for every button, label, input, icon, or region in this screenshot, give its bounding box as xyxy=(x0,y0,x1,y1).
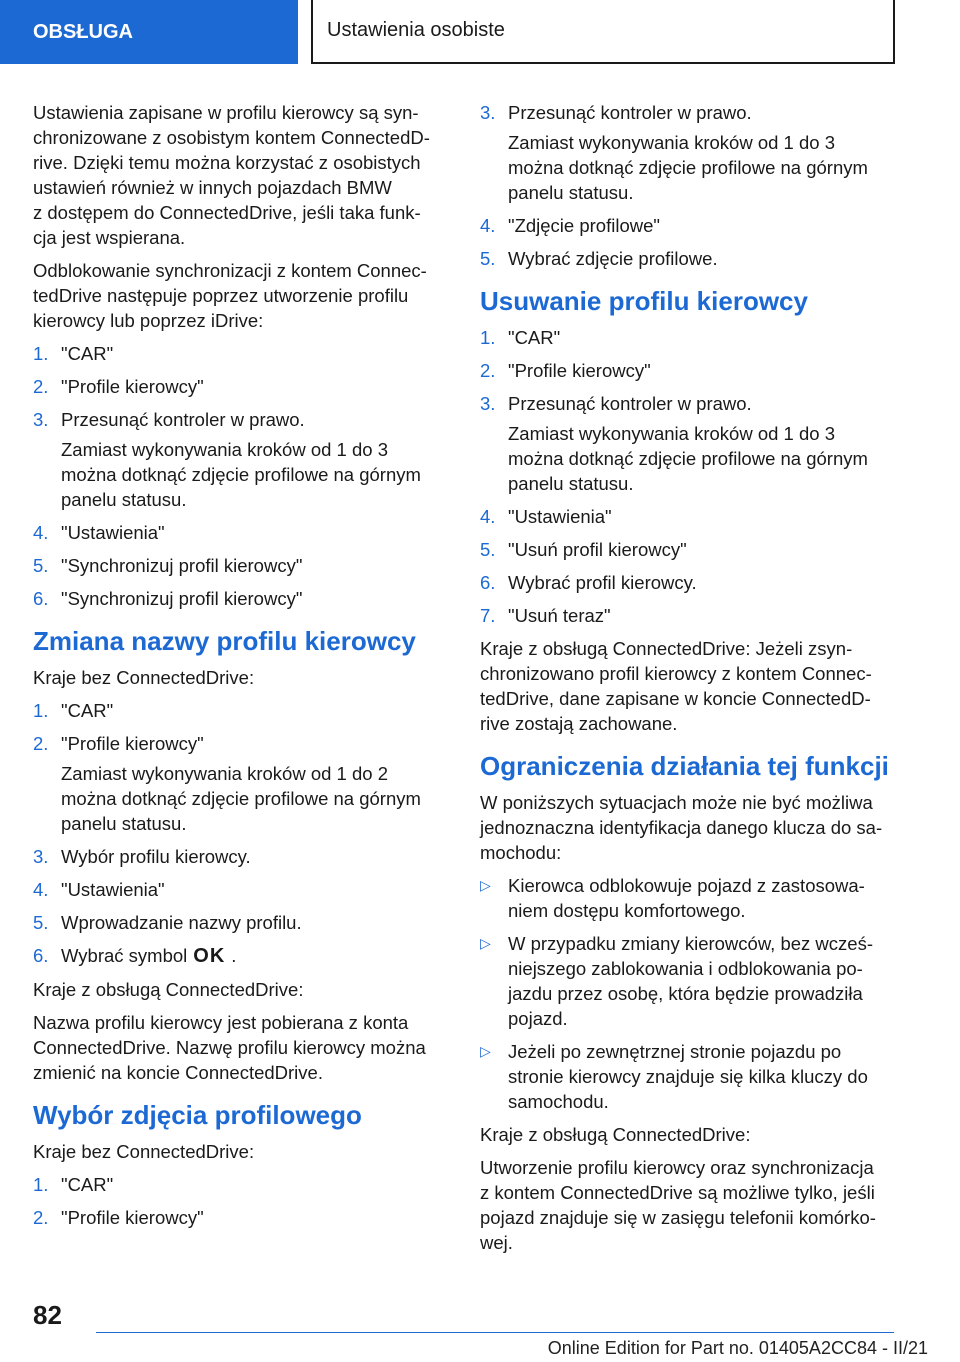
page-number: 82 xyxy=(33,1300,62,1330)
right-column xyxy=(480,100,894,1263)
bullet-item: ▷ W przypadku zmiany kierowców, bez wcześ- niejszego zablokowania i odblokowania po- jazdu przez osobę, która będzie prowadziła pojazd. xyxy=(480,933,873,1029)
list-item: 4. "Ustawienia" xyxy=(480,506,612,527)
heading-delete-profile: Usuwanie profilu kierowcy xyxy=(480,286,808,316)
paragraph: Kraje bez ConnectedDrive: xyxy=(33,667,255,688)
step-note: Zamiast wykonywania kroków od 1 do 3 można dotknąć zdjęcie profilowe na górnym panelu statusu. xyxy=(508,132,868,203)
step-note: Zamiast wykonywania kroków od 1 do 3 można dotknąć zdjęcie profilowe na górnym panelu statusu. xyxy=(508,423,868,494)
bullet-item: ▷ Jeżeli po zewnętrznej stronie pojazdu po stronie kierowcy znajduje się kilka kluczy do samochodu. xyxy=(480,1041,868,1112)
paragraph: Kraje z obsługą ConnectedDrive: Jeżeli zsyn- chronizowano profil kierowcy z kontem Connec- tedDrive, dane zapisane w koncie ConnectedD- rive zostają zachowane. xyxy=(480,638,872,734)
footer-edition: Online Edition for Part no. 01405A2CC84 - II/21 xyxy=(547,1338,928,1358)
bullet-item: ▷ Kierowca odblokowuje pojazd z zastosowa- niem dostępu komfortowego. xyxy=(480,875,865,921)
list-item: 1. "CAR" xyxy=(33,343,114,364)
sync-paragraph: Odblokowanie synchronizacji z kontem Connec- tedDrive następuje poprzez utworzenie profilu kierowcy lub poprzez iDrive: xyxy=(33,260,427,331)
paragraph: Kraje z obsługą ConnectedDrive: xyxy=(33,979,304,1000)
step-note: Zamiast wykonywania kroków od 1 do 3 można dotknąć zdjęcie profilowe na górnym panelu statusu. xyxy=(61,439,421,510)
intro-paragraph: Ustawienia zapisane w profilu kierowcy są syn- chronizowane z osobistym kontem ConnectedD- rive. Dzięki temu można korzystać z osobistych ustawień również w innych pojazdach BMW z dostępem do ConnectedDrive, jeśli taka funk- cja jest wspierana. xyxy=(33,102,430,248)
list-item: 6. Wybrać profil kierowcy. xyxy=(480,572,697,593)
list-item: 6. "Synchronizuj profil kierowcy" xyxy=(33,588,303,609)
list-item: 4. "Ustawienia" xyxy=(33,522,165,543)
paragraph: Kraje bez ConnectedDrive: xyxy=(33,1141,255,1162)
list-item: 7. "Usuń teraz" xyxy=(480,605,611,626)
list-item: 1. "CAR" xyxy=(33,1174,114,1195)
triangle-bullet-icon: ▷ xyxy=(480,877,491,893)
list-item: 6. Wybrać symbol OK . xyxy=(33,945,237,967)
list-item: 3. Przesunąć kontroler w prawo. xyxy=(480,102,752,123)
paragraph: W poniższych sytuacjach może nie być możliwa jednoznaczna identyfikacja danego klucza do sa- mochodu: xyxy=(480,792,883,863)
heading-profile-photo: Wybór zdjęcia profilowego xyxy=(33,1100,362,1130)
list-item: 5. Wprowadzanie nazwy profilu. xyxy=(33,912,302,933)
ok-icon: OK xyxy=(193,945,226,967)
list-item: 1. "CAR" xyxy=(480,327,561,348)
triangle-bullet-icon: ▷ xyxy=(480,1043,491,1059)
section-tab: OBSŁUGA xyxy=(0,0,298,64)
paragraph: Utworzenie profilu kierowcy oraz synchronizacja z kontem ConnectedDrive są możliwe tylko, jeśli pojazd znajduje się w zasięgu telefonii komórko- wej. xyxy=(480,1157,876,1253)
paragraph: Kraje z obsługą ConnectedDrive: xyxy=(480,1124,751,1145)
step-note: Zamiast wykonywania kroków od 1 do 2 można dotknąć zdjęcie profilowe na górnym panelu statusu. xyxy=(61,763,421,834)
list-item: 5. "Synchronizuj profil kierowcy" xyxy=(33,555,303,576)
list-item: 3. Wybór profilu kierowcy. xyxy=(33,846,251,867)
heading-rename-profile: Zmiana nazwy profilu kierowcy xyxy=(33,626,416,656)
page-title: Ustawienia osobiste xyxy=(311,0,895,64)
left-column xyxy=(33,100,451,1238)
list-item: 4. "Zdjęcie profilowe" xyxy=(480,215,660,236)
list-item: 2. "Profile kierowcy" xyxy=(480,360,651,381)
paragraph: Nazwa profilu kierowcy jest pobierana z konta ConnectedDrive. Nazwę profilu kierowcy można zmienić na koncie ConnectedDrive. xyxy=(33,1012,426,1083)
footer-divider xyxy=(96,1332,894,1333)
list-item: 5. Wybrać zdjęcie profilowe. xyxy=(480,248,718,269)
list-item: 2. "Profile kierowcy" xyxy=(33,1207,204,1228)
list-item: 1. "CAR" xyxy=(33,700,114,721)
list-item: 5. "Usuń profil kierowcy" xyxy=(480,539,687,560)
list-item: 2. "Profile kierowcy" xyxy=(33,733,204,754)
triangle-bullet-icon: ▷ xyxy=(480,935,491,951)
list-item: 3. Przesunąć kontroler w prawo. xyxy=(480,393,752,414)
list-item: 3. Przesunąć kontroler w prawo. xyxy=(33,409,305,430)
list-item: 2. "Profile kierowcy" xyxy=(33,376,204,397)
list-item: 4. "Ustawienia" xyxy=(33,879,165,900)
heading-limitations: Ograniczenia działania tej funkcji xyxy=(480,751,889,781)
